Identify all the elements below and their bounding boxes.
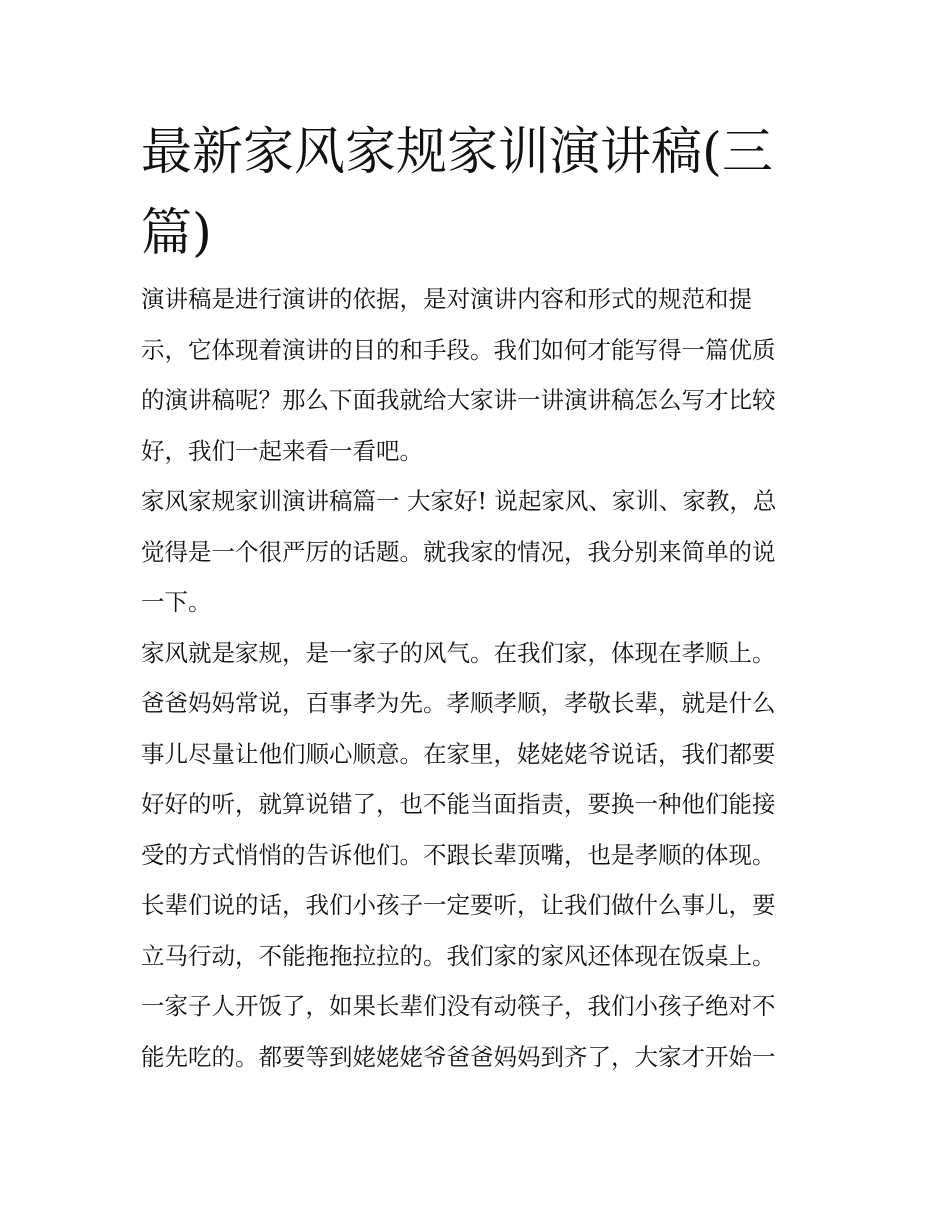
body-line: 示，它体现着演讲的目的和手段。我们如何才能写得一篇优质 [141,335,776,364]
body-line: 好，我们一起来看一看吧。 [141,436,423,465]
body-line: 爸爸妈妈常说，百事孝为先。孝顺孝顺，孝敬长辈，就是什么 [141,689,776,717]
body-line: 受的方式悄悄的告诉他们。不跟长辈顶嘴，也是孝顺的体现。 [141,840,776,869]
body-line: 家风家规家训演讲稿篇一 大家好! 说起家风、家训、家教，总 [141,487,777,515]
title-line: 最新家风家规家训演讲稿(三 [141,123,773,182]
body-line: 一家子人开饭了，如果长辈们没有动筷子，我们小孩子绝对不 [141,992,776,1020]
body-line: 的演讲稿呢？那么下面我就给大家讲一讲演讲稿怎么写才比较 [141,386,776,414]
document-body [141,274,821,1082]
body-line: 好好的听，就算说错了，也不能当面指责，要换一种他们能接 [141,790,776,818]
body-line: 演讲稿是进行演讲的依据，是对演讲内容和形式的规范和提 [141,285,752,313]
body-line: 家风就是家规，是一家子的风气。在我们家，体现在孝顺上。 [141,638,776,667]
body-line: 一下。 [141,588,212,616]
document-title [141,112,781,274]
body-line: 立马行动，不能拖拖拉拉的。我们家的家风还体现在饭桌上。 [141,941,776,970]
title-line: 篇) [141,204,212,263]
body-line: 觉得是一个很严厉的话题。就我家的情况，我分别来简单的说 [141,537,776,566]
body-line: 长辈们说的话，我们小孩子一定要听，让我们做什么事儿，要 [141,891,776,919]
body-line: 能先吃的。都要等到姥姥姥爷爸爸妈妈到齐了，大家才开始一 [141,1042,776,1071]
body-line: 事儿尽量让他们顺心顺意。在家里，姥姥姥爷说话，我们都要 [141,739,776,768]
